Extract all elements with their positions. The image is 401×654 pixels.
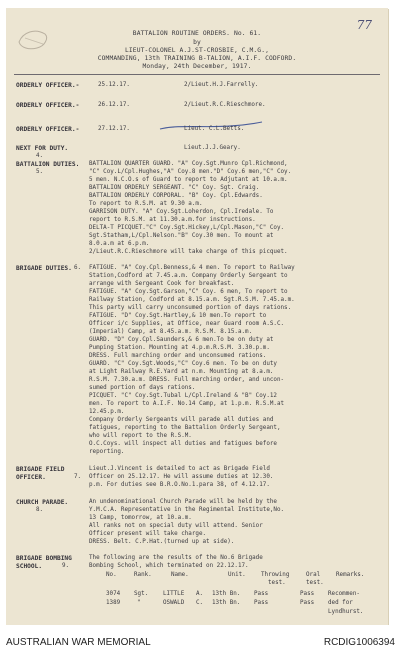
table-cell: Recommen-: [328, 591, 360, 597]
orderly-officer-label: ORDERLY OFFICER.-: [16, 82, 80, 89]
table-header: No.: [106, 572, 117, 578]
section-label: CHURCH PARADE.: [16, 499, 69, 506]
table-cell: Pass: [300, 591, 315, 597]
section-label: BATTALION DUTIES.: [16, 161, 80, 168]
orderly-officer-label: ORDERLY OFFICER.-: [16, 126, 80, 133]
section-line: Station,Codford at 7.45.a.m. Company Orderly Sergeant to: [89, 273, 288, 279]
section-number: 8.: [36, 507, 44, 513]
archive-footer: [0, 625, 401, 654]
section-line: BATTALION QUARTER GUARD. "A" Coy.Sgt.Munro Cpl.Richmond,: [89, 161, 288, 167]
section-line: Company Orderly Sergeants will parade all duties and: [89, 417, 274, 423]
table-header: test.: [306, 580, 324, 586]
section-line: FATIGUE. "A" Coy.Cpl.Benness,& 4 men. To report to Railway: [89, 265, 295, 271]
section-line: 13 Camp, tomorrow, at 10.a.m.: [89, 515, 192, 521]
section-line: DRESS. Full marching order and unconsumed rations.: [89, 353, 267, 359]
section-line: Lieut.J.Vincent is detailed to act as Brigade Field: [89, 466, 270, 472]
section-line: GUARD. "C" Coy.Sgt.Woods,"C" Coy.6 men. To be on duty: [89, 361, 277, 367]
orderly-officer-name: 2/Lieut.H.J.Farrelly.: [184, 82, 259, 88]
section-line: R.S.M. 7.30.a.m. DRESS. Full marching order, and uncon-: [89, 377, 285, 383]
section-line: at Light Railway R.E.Yard at n.m. Mounting at 8.a.m.: [89, 369, 274, 375]
table-header: test.: [268, 580, 286, 586]
table-header: Remarks.: [336, 572, 365, 578]
section-line: GARRISON DUTY. "A" Coy.Sgt.Loherdon, Cpl.Iredale. To: [89, 209, 274, 215]
table-cell: 3074: [106, 591, 121, 597]
header-rule: [14, 74, 380, 75]
table-header: Oral: [306, 572, 321, 578]
section-line: O.C.Coys. will inspect all duties and fatigues before: [89, 441, 277, 447]
table-cell: OSWALD: [163, 600, 185, 606]
section-label-continued: OFFICER.: [16, 474, 46, 481]
table-cell: Pass: [254, 600, 269, 606]
table-cell: Pass: [300, 600, 315, 606]
section-label: BRIGADE BOMBING: [16, 555, 72, 562]
section-line: To report to R.S.M. at 9.30 a.m.: [89, 201, 203, 207]
order-unit: COMMANDING, 13th TRAINING B-TALION, A.I.F. CODFORD.: [97, 55, 297, 62]
section-line: FATIGUE. "D" Coy.Sgt.Hartley,& 10 men.To report to: [89, 313, 267, 319]
orderly-officer-date: 27.12.17.: [98, 126, 130, 132]
next-for-duty-label: NEXT FOR DUTY.: [16, 145, 69, 152]
table-cell: ": [137, 600, 141, 606]
section-line: "C" Coy.L/Cpl.Hughes,"A" Coy.8 men."D" Coy.6 men,"C" Coy.: [89, 169, 292, 175]
section-line: who will report to the R.S.M.: [89, 433, 192, 439]
document-sheet: [6, 8, 388, 625]
next-for-duty-number: 4.: [36, 153, 44, 159]
section-line: BATTALION ORDERLY SERGEANT. "C" Coy. Sgt. Craig.: [89, 185, 260, 191]
section-line: 12.45.p.m.: [89, 409, 125, 415]
table-cell: ded for: [328, 600, 353, 606]
section-line: Officer on 25.12.17. He will assume duties at 12.30.: [89, 474, 274, 480]
order-title: BATTALION ROUTINE ORDERS. No. 61.: [132, 30, 262, 37]
orderly-officer-date: 26.12.17.: [98, 102, 130, 108]
section-line: Officer i/c Supplies, at Office, near Guard room A.S.C.: [89, 321, 285, 327]
section-line: 2/Lieut.R.C.Rieschmore will take charge of this picquet.: [89, 249, 288, 255]
orderly-officer-name: Lieut. C.L.Betts.: [184, 126, 245, 132]
table-cell: Lyndhurst.: [328, 609, 364, 615]
table-header: Name.: [171, 572, 189, 578]
order-by: by: [193, 39, 201, 46]
section-number: 9.: [62, 563, 70, 569]
table-cell: 13th Bn.: [212, 591, 241, 597]
section-label-continued: SCHOOL.: [16, 563, 43, 570]
section-label: BRIGADE FIELD: [16, 466, 65, 473]
archive-record-id: RCDIG1006394: [323, 637, 395, 648]
table-cell: Sgt.: [134, 591, 149, 597]
section-line: This party will carry unconsumed portion of days rations.: [89, 305, 292, 311]
orderly-officer-name: 2/Lieut.R.C.Rieschmore.: [184, 102, 266, 108]
section-line: p.m. For duties see B.R.O.No.1.para 38, of 4.12.17.: [89, 482, 270, 488]
section-line: FATIGUE. "A" Coy.Sgt.Garson,"C" Coy. 6 men, To report to: [89, 289, 288, 295]
section-number: 6.: [74, 265, 82, 271]
table-cell: 13th Bn.: [212, 600, 241, 606]
section-line: Railway Station, Codford at 8.15.a.m. Sgt.R.S.M. 7.45.a.m.: [89, 297, 295, 303]
section-line: DRESS. Belt. C.P.Hat.(turned up at side).: [89, 539, 235, 545]
section-line: The following are the results of the No.6 Brigade: [89, 555, 263, 561]
next-for-duty-name: Lieut.J.J.Geary.: [184, 145, 241, 151]
orderly-officer-label: ORDERLY OFFICER.-: [16, 102, 80, 109]
section-number: 7.: [74, 474, 82, 480]
section-line: GUARD. "D" Coy.Cpl.Saunders,& 6 men.To be on duty at: [89, 337, 274, 343]
orderly-officer-date: 25.12.17.: [98, 82, 130, 88]
section-line: 8.0.a.m at 6.p.m.: [89, 241, 150, 247]
table-cell: LITTLE: [163, 591, 185, 597]
section-line: sumed portion of days rations.: [89, 385, 196, 391]
section-label: BRIGADE DUTIES.: [16, 265, 72, 272]
section-line: All ranks not on special duty will attend. Senior: [89, 523, 263, 529]
table-cell: Pass: [254, 591, 269, 597]
table-cell: C.: [196, 600, 204, 606]
section-line: Sgt.Statham,L/Cpl.Nelson."B" Coy.30 men. To mount at: [89, 233, 274, 239]
section-line: PICQUET. "C" Coy.Sgt.Tubal L/Cpl.Ireland & "B" Coy.12: [89, 393, 277, 399]
section-line: DELTA-T PICQUET."C" Coy.Sgt.Hickey,L/Cpl.Mason,"C" Coy.: [89, 225, 285, 231]
section-line: (Imperial) Camp, at 8.45.a.m. R.S.M. 8.15.a.m.: [89, 329, 253, 335]
section-line: Bombing School, which terminated on 22.12.17.: [89, 563, 249, 569]
section-line: fatigues, reporting to the Battalion Orderly Sergeant,: [89, 425, 281, 431]
table-header: Unit.: [228, 572, 246, 578]
section-line: Pumping Station. Mounting at 4.p.m.R.S.M. 3.30.p.m.: [89, 345, 270, 351]
section-line: Y.M.C.A. Representative in the Regimental Institute,No.: [89, 507, 285, 513]
table-header: Throwing: [261, 572, 290, 578]
table-cell: A.: [196, 591, 204, 597]
section-line: Officer present will take charge.: [89, 531, 207, 537]
section-line: BATTALION ORDERLY CORPORAL. "B" Coy. Cpl.Edwards.: [89, 193, 263, 199]
order-date: Monday, 24th December, 1917.: [142, 63, 252, 70]
section-line: reporting.: [89, 449, 125, 455]
section-line: arrange with Sergeant Cook for breakfast.: [89, 281, 235, 287]
order-author: LIEUT-COLONEL A.J.ST-CROSBIE, C.M.G.,: [125, 47, 269, 54]
table-header: Rank.: [134, 572, 152, 578]
folio-number: 77: [356, 18, 372, 32]
section-line: 5 men. N.C.O.s of Guard to report to Adjutant at 10.a.m.: [89, 177, 288, 183]
table-cell: 1389: [106, 600, 121, 606]
archive-name: AUSTRALIAN WAR MEMORIAL: [6, 637, 151, 648]
section-line: men. To report to A.I.F. No.14 Camp, at 1.p.m. R.S.M.at: [89, 401, 285, 407]
section-line: report to R.S.M. at 11.30.a.m.for instructions.: [89, 217, 256, 223]
section-line: An undenominational Church Parade will be held by the: [89, 499, 277, 505]
section-number: 5.: [36, 169, 44, 175]
